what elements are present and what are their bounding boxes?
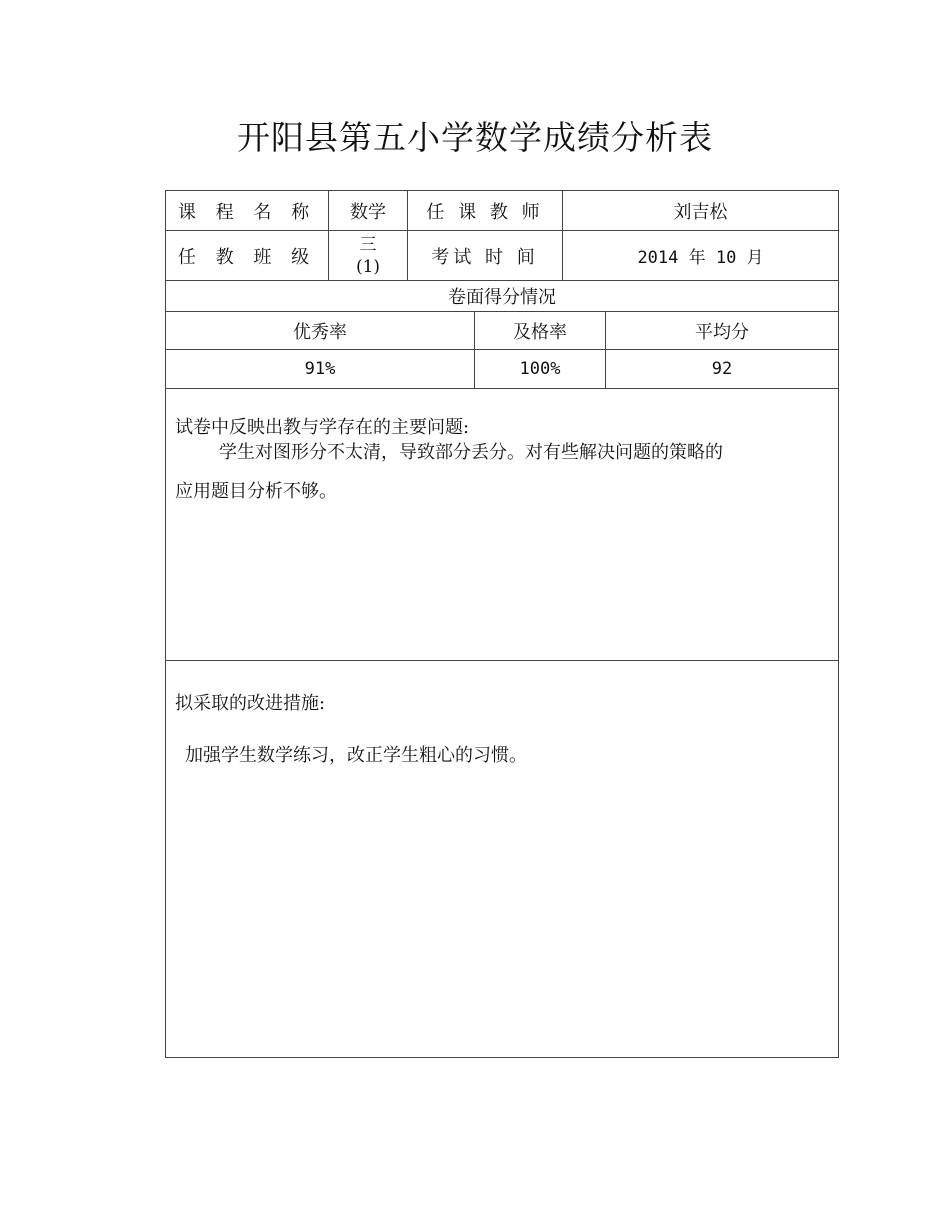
problems-content [166,415,838,504]
class-value [329,231,408,280]
class-number: (1) [355,256,381,277]
problems-heading: 试卷中反映出教与学存在的主要问题: [175,417,470,438]
table-row-score-headers [166,312,838,350]
excellent-rate-value: 91% [166,350,475,388]
table-row-class [166,231,838,281]
problems-text-line1: 学生对图形分不太清，导致部分丢分。对有些解决问题的策略的 [219,442,723,463]
average-score-value: 92 [711,359,733,379]
problems-text-line2: 应用题目分析不够。 [175,481,337,502]
table-row-course [166,191,838,231]
class-grade: 三 [359,234,377,255]
table-row-score-values [166,350,838,389]
class-label: 任 教 班 级 [166,231,329,280]
score-analysis-table [165,190,839,1058]
measures-text: 加强学生数学练习，改正学生粗心的习惯。 [185,745,527,766]
pass-rate-value: 100% [475,350,606,388]
problems-section [166,389,838,661]
measures-heading: 拟采取的改进措施: [175,693,326,714]
excellent-rate-header: 优秀率 [166,312,475,349]
course-value: 数学 [329,191,408,230]
document-title: 开阳县第五小学数学成绩分析表 [237,118,713,157]
exam-value: 2014 年 10 月 [637,248,764,268]
course-label: 课 程 名 称 [166,191,329,230]
score-section-title: 卷面得分情况 [448,287,556,308]
table-row-section-title [166,281,838,312]
exam-label: 考试 时 间 [408,231,563,280]
teacher-value: 刘吉松 [673,201,728,223]
teacher-label: 任 课 教 师 [408,191,563,230]
pass-rate-header: 及格率 [475,312,606,349]
average-score-header: 平均分 [695,321,749,343]
